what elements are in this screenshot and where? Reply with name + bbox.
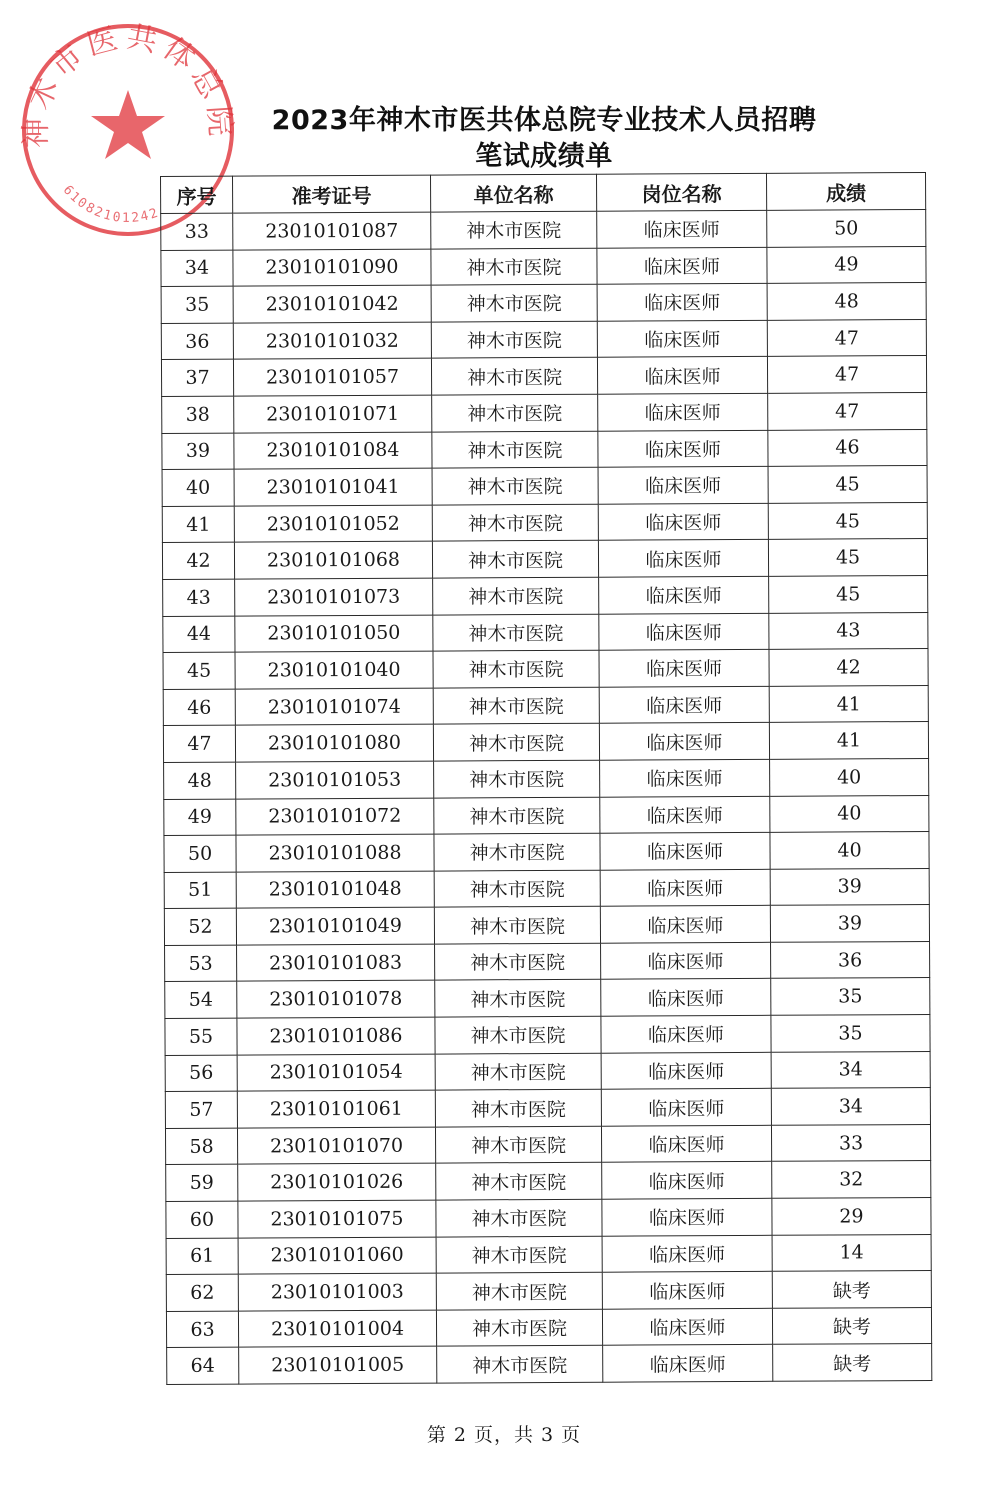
header-score: 成绩 xyxy=(766,172,925,210)
table-row xyxy=(163,722,928,763)
cell-unit-name: 神木市医院 xyxy=(433,687,599,724)
table-row xyxy=(167,1344,932,1385)
cell-score: 50 xyxy=(767,209,926,246)
header-row xyxy=(161,172,926,213)
table-row xyxy=(165,1015,930,1056)
cell-exam-number: 23010101048 xyxy=(236,871,434,909)
cell-index: 61 xyxy=(166,1238,238,1275)
cell-score: 29 xyxy=(772,1198,931,1235)
table-row xyxy=(164,758,929,799)
cell-unit-name: 神木市医院 xyxy=(431,358,597,395)
table-row xyxy=(163,612,928,653)
table-row xyxy=(165,1124,930,1165)
cell-index: 36 xyxy=(161,323,233,360)
cell-index: 37 xyxy=(161,359,233,396)
cell-unit-name: 神木市医院 xyxy=(432,504,598,541)
cell-index: 34 xyxy=(161,250,233,287)
cell-index: 63 xyxy=(166,1311,238,1348)
cell-score: 34 xyxy=(771,1088,930,1125)
cell-exam-number: 23010101050 xyxy=(235,615,433,653)
cell-score: 43 xyxy=(769,612,928,649)
cell-position-name: 临床医师 xyxy=(599,613,769,650)
table-row xyxy=(164,832,929,873)
cell-unit-name: 神木市医院 xyxy=(435,980,601,1017)
cell-position-name: 临床医师 xyxy=(598,430,768,467)
cell-position-name: 临床医师 xyxy=(601,1089,771,1126)
cell-score: 缺考 xyxy=(772,1307,931,1344)
table-row xyxy=(162,466,927,507)
cell-score: 46 xyxy=(768,429,927,466)
cell-index: 58 xyxy=(165,1128,237,1165)
cell-score: 48 xyxy=(767,283,926,320)
cell-position-name: 临床医师 xyxy=(597,357,767,394)
cell-position-name: 临床医师 xyxy=(597,320,767,357)
cell-position-name: 临床医师 xyxy=(601,1052,771,1089)
cell-unit-name: 神木市医院 xyxy=(435,1053,601,1090)
cell-unit-name: 神木市医院 xyxy=(436,1236,602,1273)
header-unit-name: 单位名称 xyxy=(430,174,596,212)
cell-exam-number: 23010101075 xyxy=(238,1200,436,1238)
cell-score: 45 xyxy=(768,539,927,576)
cell-unit-name: 神木市医院 xyxy=(435,943,601,980)
cell-position-name: 临床医师 xyxy=(597,247,767,284)
score-table xyxy=(160,172,932,1385)
cell-score: 45 xyxy=(768,502,927,539)
cell-unit-name: 神木市医院 xyxy=(435,1089,601,1126)
cell-exam-number: 23010101054 xyxy=(237,1054,435,1092)
cell-unit-name: 神木市医院 xyxy=(434,760,600,797)
cell-position-name: 临床医师 xyxy=(600,796,770,833)
seal-code: 61082101242 xyxy=(59,182,162,227)
table-row xyxy=(163,685,928,726)
table-row xyxy=(164,795,929,836)
cell-index: 60 xyxy=(166,1201,238,1238)
cell-unit-name: 神木市医院 xyxy=(432,541,598,578)
cell-index: 54 xyxy=(165,982,237,1019)
cell-unit-name: 神木市医院 xyxy=(435,1126,601,1163)
cell-exam-number: 23010101070 xyxy=(237,1127,435,1165)
cell-score: 41 xyxy=(769,722,928,759)
cell-position-name: 临床医师 xyxy=(598,466,768,503)
cell-position-name: 临床医师 xyxy=(601,942,771,979)
table-row xyxy=(162,392,927,433)
cell-position-name: 临床医师 xyxy=(601,1125,771,1162)
cell-unit-name: 神木市医院 xyxy=(431,248,597,285)
cell-position-name: 临床医师 xyxy=(597,284,767,321)
cell-exam-number: 23010101083 xyxy=(237,944,435,982)
table-row xyxy=(163,575,928,616)
cell-score: 35 xyxy=(771,1015,930,1052)
header-exam-number: 准考证号 xyxy=(233,175,431,213)
cell-unit-name: 神木市医院 xyxy=(431,284,597,321)
cell-exam-number: 23010101078 xyxy=(237,981,435,1019)
cell-index: 46 xyxy=(163,689,235,726)
cell-index: 39 xyxy=(162,433,234,470)
cell-position-name: 临床医师 xyxy=(598,540,768,577)
cell-score: 45 xyxy=(768,466,927,503)
cell-unit-name: 神木市医院 xyxy=(432,394,598,431)
table-row xyxy=(162,429,927,470)
cell-unit-name: 神木市医院 xyxy=(437,1346,603,1383)
cell-index: 48 xyxy=(164,762,236,799)
cell-index: 62 xyxy=(166,1274,238,1311)
cell-unit-name: 神木市医院 xyxy=(436,1309,602,1346)
document-subtitle: 笔试成绩单 xyxy=(475,141,613,172)
cell-position-name: 临床医师 xyxy=(602,1198,772,1235)
cell-unit-name: 神木市医院 xyxy=(436,1163,602,1200)
cell-exam-number: 23010101080 xyxy=(235,724,433,762)
cell-unit-name: 神木市医院 xyxy=(431,321,597,358)
table-row xyxy=(166,1161,931,1202)
cell-unit-name: 神木市医院 xyxy=(434,833,600,870)
cell-unit-name: 神木市医院 xyxy=(436,1199,602,1236)
cell-index: 42 xyxy=(162,542,234,579)
cell-score: 14 xyxy=(772,1234,931,1271)
cell-exam-number: 23010101004 xyxy=(238,1310,436,1348)
cell-position-name: 临床医师 xyxy=(598,503,768,540)
cell-score: 34 xyxy=(771,1051,930,1088)
cell-exam-number: 23010101032 xyxy=(233,322,431,360)
cell-position-name: 临床医师 xyxy=(602,1272,772,1309)
cell-position-name: 临床医师 xyxy=(602,1235,772,1272)
table-row xyxy=(161,209,926,250)
cell-index: 43 xyxy=(163,579,235,616)
cell-index: 38 xyxy=(162,396,234,433)
cell-score: 39 xyxy=(770,905,929,942)
cell-position-name: 临床医师 xyxy=(601,979,771,1016)
seal-text: 神木市医共体总院 xyxy=(18,20,238,149)
cell-position-name: 临床医师 xyxy=(598,393,768,430)
cell-position-name: 临床医师 xyxy=(603,1345,773,1382)
cell-position-name: 临床医师 xyxy=(597,210,767,247)
cell-exam-number: 23010101026 xyxy=(238,1164,436,1202)
cell-unit-name: 神木市医院 xyxy=(433,724,599,761)
cell-exam-number: 23010101040 xyxy=(235,651,433,689)
cell-unit-name: 神木市医院 xyxy=(435,1016,601,1053)
table-row xyxy=(164,905,929,946)
cell-score: 33 xyxy=(771,1124,930,1161)
cell-unit-name: 神木市医院 xyxy=(433,614,599,651)
table-row xyxy=(161,246,926,287)
cell-position-name: 临床医师 xyxy=(599,686,769,723)
cell-index: 59 xyxy=(166,1165,238,1202)
cell-exam-number: 23010101005 xyxy=(239,1346,437,1384)
cell-score: 缺考 xyxy=(773,1344,932,1381)
cell-exam-number: 23010101068 xyxy=(234,541,432,579)
cell-position-name: 临床医师 xyxy=(599,723,769,760)
cell-score: 47 xyxy=(767,356,926,393)
cell-exam-number: 23010101071 xyxy=(234,395,432,433)
cell-score: 36 xyxy=(771,941,930,978)
cell-position-name: 临床医师 xyxy=(599,649,769,686)
cell-position-name: 临床医师 xyxy=(600,869,770,906)
cell-score: 40 xyxy=(770,832,929,869)
table-row xyxy=(163,649,928,690)
table-row xyxy=(164,868,929,909)
cell-score: 47 xyxy=(768,392,927,429)
table-row xyxy=(161,356,926,397)
table-row xyxy=(161,283,926,324)
cell-score: 40 xyxy=(770,758,929,795)
cell-exam-number: 23010101086 xyxy=(237,1017,435,1055)
cell-unit-name: 神木市医院 xyxy=(433,577,599,614)
cell-unit-name: 神木市医院 xyxy=(434,906,600,943)
cell-index: 33 xyxy=(161,213,233,250)
cell-index: 41 xyxy=(162,506,234,543)
cell-position-name: 临床医师 xyxy=(602,1308,772,1345)
cell-score: 41 xyxy=(769,685,928,722)
cell-position-name: 临床医师 xyxy=(600,759,770,796)
table-row xyxy=(166,1271,931,1312)
cell-index: 56 xyxy=(165,1055,237,1092)
cell-position-name: 临床医师 xyxy=(601,1015,771,1052)
cell-exam-number: 23010101042 xyxy=(233,285,431,323)
header-index: 序号 xyxy=(161,176,233,213)
cell-unit-name: 神木市医院 xyxy=(434,797,600,834)
cell-index: 45 xyxy=(163,652,235,689)
cell-index: 35 xyxy=(161,286,233,323)
cell-exam-number: 23010101074 xyxy=(235,688,433,726)
cell-index: 64 xyxy=(167,1348,239,1385)
cell-exam-number: 23010101073 xyxy=(235,578,433,616)
table-row xyxy=(161,319,926,360)
cell-position-name: 临床医师 xyxy=(600,832,770,869)
cell-position-name: 临床医师 xyxy=(600,906,770,943)
cell-position-name: 临床医师 xyxy=(599,576,769,613)
table-row xyxy=(162,502,927,543)
cell-exam-number: 23010101003 xyxy=(238,1273,436,1311)
cell-exam-number: 23010101084 xyxy=(234,432,432,470)
cell-score: 47 xyxy=(767,319,926,356)
cell-index: 49 xyxy=(164,799,236,836)
cell-score: 35 xyxy=(771,978,930,1015)
cell-score: 45 xyxy=(769,575,928,612)
page-number: 第 2 页，共 3 页 xyxy=(426,1424,582,1446)
cell-unit-name: 神木市医院 xyxy=(436,1272,602,1309)
cell-position-name: 临床医师 xyxy=(602,1162,772,1199)
cell-score: 缺考 xyxy=(772,1271,931,1308)
table-row xyxy=(165,1051,930,1092)
cell-unit-name: 神木市医院 xyxy=(434,870,600,907)
cell-exam-number: 23010101057 xyxy=(233,358,431,396)
table-row xyxy=(165,1088,930,1129)
cell-unit-name: 神木市医院 xyxy=(432,467,598,504)
cell-score: 49 xyxy=(767,246,926,283)
cell-index: 57 xyxy=(165,1091,237,1128)
document-title: 2023年神木市医共体总院专业技术人员招聘 xyxy=(271,105,817,136)
cell-unit-name: 神木市医院 xyxy=(433,650,599,687)
cell-exam-number: 23010101041 xyxy=(234,468,432,506)
cell-score: 40 xyxy=(770,795,929,832)
cell-index: 52 xyxy=(164,908,236,945)
cell-index: 40 xyxy=(162,469,234,506)
cell-exam-number: 23010101072 xyxy=(236,798,434,836)
cell-index: 47 xyxy=(163,725,235,762)
cell-exam-number: 23010101052 xyxy=(234,505,432,543)
table-row xyxy=(166,1307,931,1348)
table-row xyxy=(165,941,930,982)
cell-exam-number: 23010101053 xyxy=(236,761,434,799)
cell-unit-name: 神木市医院 xyxy=(431,211,597,248)
cell-exam-number: 23010101060 xyxy=(238,1237,436,1275)
cell-score: 32 xyxy=(772,1161,931,1198)
table-row xyxy=(166,1198,931,1239)
cell-exam-number: 23010101049 xyxy=(236,907,434,945)
cell-score: 39 xyxy=(770,868,929,905)
header-position-name: 岗位名称 xyxy=(596,173,766,211)
cell-exam-number: 23010101061 xyxy=(237,1090,435,1128)
cell-unit-name: 神木市医院 xyxy=(432,431,598,468)
cell-exam-number: 23010101090 xyxy=(233,249,431,287)
cell-index: 55 xyxy=(165,1018,237,1055)
table-row xyxy=(166,1234,931,1275)
cell-index: 53 xyxy=(165,945,237,982)
cell-exam-number: 23010101087 xyxy=(233,212,431,250)
cell-index: 50 xyxy=(164,835,236,872)
table-body xyxy=(161,209,932,1384)
cell-index: 44 xyxy=(163,616,235,653)
table-row xyxy=(165,978,930,1019)
cell-index: 51 xyxy=(164,872,236,909)
cell-score: 42 xyxy=(769,649,928,686)
cell-exam-number: 23010101088 xyxy=(236,834,434,872)
table-row xyxy=(162,539,927,580)
